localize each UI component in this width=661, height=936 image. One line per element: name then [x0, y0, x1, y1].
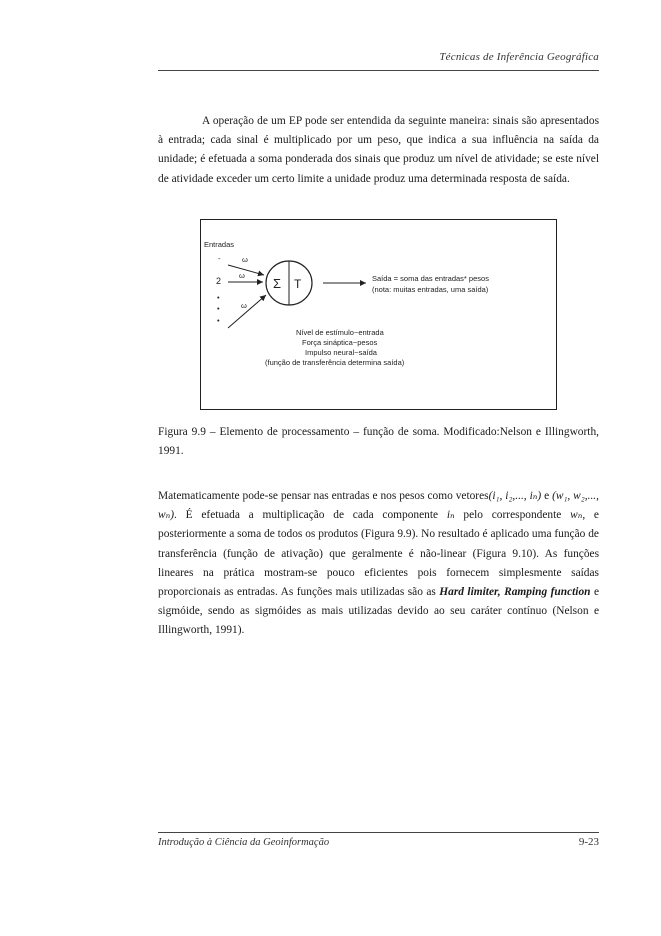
text-run: . É efetuada a multiplicação de cada componente [174, 509, 447, 522]
text-run: e sigmóide, sendo as sigmóides as mais utilizadas devido ao seu caráter contínuo (Nelson e Illingworth, 1991). [158, 586, 600, 637]
header-rule [158, 70, 599, 71]
entradas-label: Entradas [204, 240, 235, 249]
paragraph-vectors [158, 487, 599, 641]
transfer-symbol: T [294, 277, 302, 291]
footer-rule [158, 832, 599, 833]
weight-label-2: ω [239, 271, 245, 280]
function-names: Hard limiter, Ramping function [439, 586, 591, 599]
weight-vector: (w₁, w₂,..., wₙ) [158, 490, 599, 522]
text-run: , e posteriormente a soma de todos os produtos (Figura 9.9). No resultado é aplicado uma função de transferência (função de ativação) que geralmente é não-linear (Figura 9.10). As funções lineares na prática mostram-se pouco eficientes pois fornecem simplesmente saídas proporcionais as entradas. As funções mais utilizadas são as [158, 509, 599, 599]
input-vector: (i₁, i₂,..., iₙ) [488, 490, 542, 502]
sum-symbol: Σ [273, 276, 282, 291]
text-run: e [541, 490, 553, 502]
input-marker-3: • [217, 293, 220, 302]
weight-label-3: ω [241, 301, 247, 310]
page-number: 9-23 [578, 836, 599, 848]
legend-line-1: Nível de estímulo~entrada [296, 328, 384, 337]
neuron-diagram [201, 220, 558, 411]
input-arrow-3 [228, 295, 266, 328]
footer-book-title: Introdução à Ciência da Geoinformação [158, 837, 330, 848]
text-run: pelo correspondente [454, 509, 571, 522]
figure-9-9 [200, 219, 557, 410]
input-marker-5: • [217, 316, 220, 325]
legend-line-4: (função de transferência determina saída) [265, 358, 405, 367]
legend-line-3: Impulso neural~saída [305, 348, 377, 357]
weight-label-1: ω [242, 255, 248, 264]
input-arrow-1 [228, 265, 264, 275]
paragraph-ep-operation: A operação de um EP pode ser entendida da seguinte maneira: sinais são apresentados à entrada; cada sinal é multiplicado por um peso, que indica a sua influência na saída da unidade; é efetuada a soma ponderada dos sinais que produz um nível de atividade; se este nível de atividade exceder um certo limite a unidade produz uma determinada resposta de saída. [158, 115, 599, 185]
input-marker-2: 2 [216, 276, 222, 286]
output-label-1: Saída = soma das entradas* pesos [372, 274, 489, 283]
weight-component: wₙ [570, 509, 583, 522]
legend-line-2: Força sináptica~pesos [302, 338, 378, 347]
figure-caption: Figura 9.9 – Elemento de processamento – função de soma. Modificado:Nelson e Illingworth, 1991. [158, 426, 599, 457]
running-header: Técnicas de Inferência Geográfica [439, 51, 599, 63]
output-label-2: (nota: muitas entradas, uma saída) [372, 285, 489, 294]
input-marker-1: - [218, 254, 221, 263]
text-run: Matematicamente pode-se pensar nas entradas e nos pesos como vetores [158, 490, 489, 502]
input-marker-4: • [217, 304, 220, 313]
input-component: iₙ [446, 509, 455, 522]
